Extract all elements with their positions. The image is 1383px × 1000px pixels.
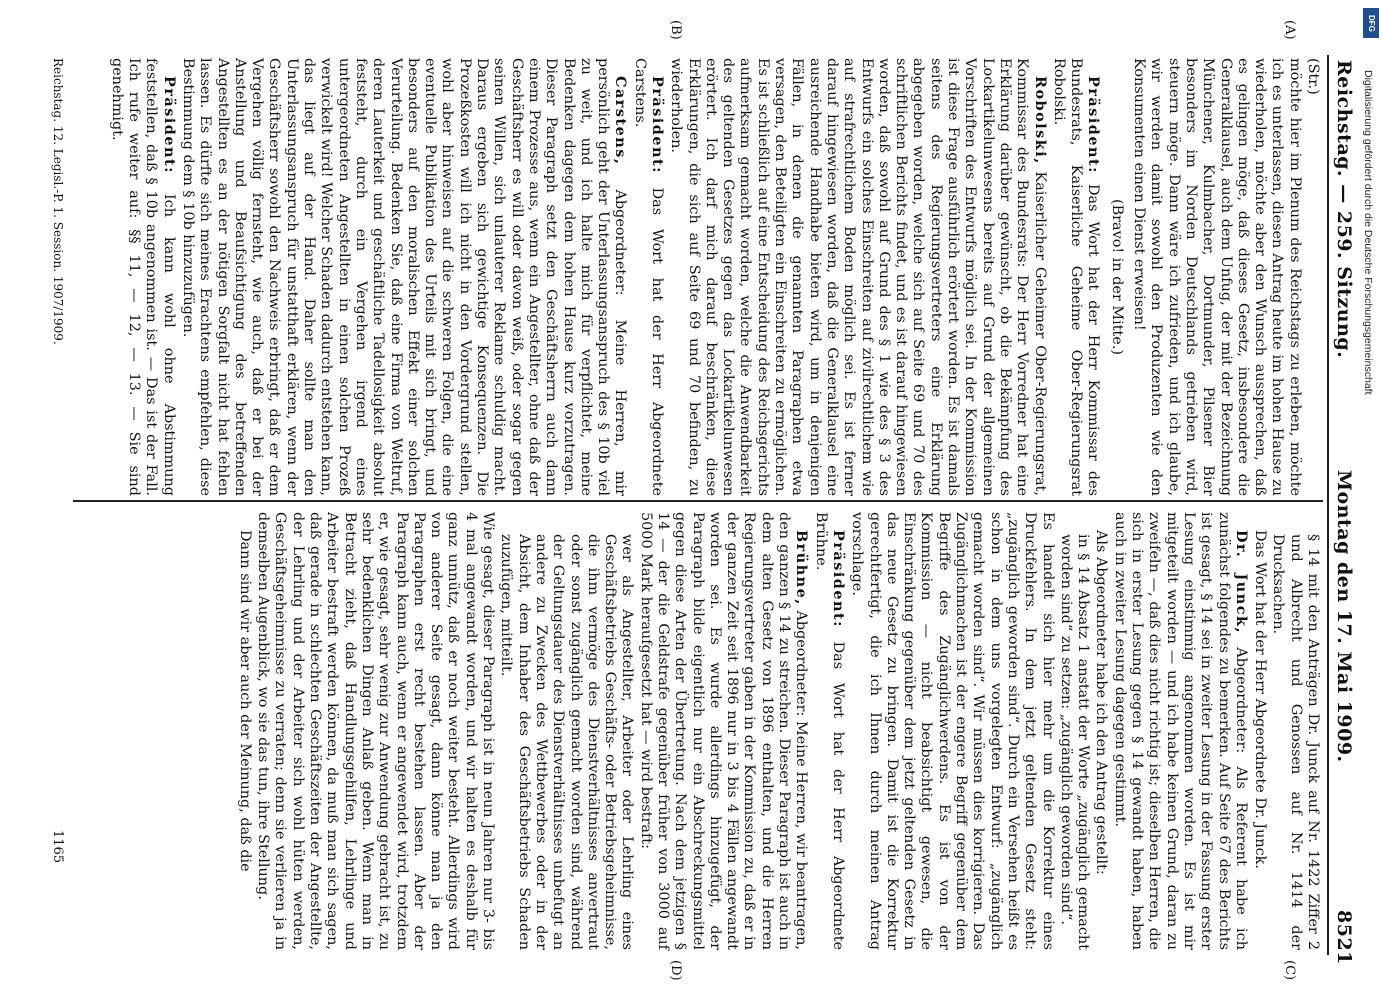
paragraph [179,58,630,496]
paragraph [848,512,1056,950]
header-page-number: 8521 [1333,910,1355,965]
right-column [235,512,1321,950]
paragraph [811,512,847,950]
speaker-name: Robolski, [1031,76,1049,165]
paragraph-text: Kaiserlicher Geheimer Ober-Regierungsrat, Kommissar des Bundesrats: Der Herr Vorredner hat eine Erklärung darüber gewünscht, ob die Bekämpfung des Lockartikelunwesens bereits auf Grund der allgemeinen Vorschriften des Entwurfs möglich sei. In der Kommission ist diese Frage ausführlich erörtert worden. Es ist damals seitens des Regierungsvertreters eine Erklärung abgegeben worden, welche sich auf Seite 69 und 70 des schriftlichen Berichts findet, und es ist darauf hingewiesen worden, daß sowohl auf Grund des § 1 wie des § 3 des Entwurfs ein solches Einschreiten auf zivilrechtlichem wie auf strafrechtlichem Boden möglich sei. Es ist ferner darauf hingewiesen worden, daß die Generalklausel eine ausreichende Handhabe bieten wird, um in denjenigen Fällen, in denen die genannten Paragraphen etwa versagen, den Beteiligten ein Einschreiten zu ermöglichen. Es ist schließlich auf eine Entscheidung des Reichsgerichts aufmerksam gemacht worden, welche die Anwendbarkeit des geltenden Gesetzes gegen das Lockartikelunwesen erörtert. Ich darf mich darauf beschränken, diese Erklärungen, die sich auf Seite 69 und 70 befinden, zu wiederholen. [668,58,1048,496]
speaker-name: Präsident: [829,530,847,628]
speaker-name: Präsident: [649,76,667,174]
paragraph-text: Dann sind wir aber auch der Meinung, daß die [236,530,253,872]
paragraph-text: Das Wort hat der Herr Abgeordnete Dr. Junck. [1252,530,1269,869]
paragraph-text: (Bravo! in der Mitte.) [1108,198,1125,356]
paragraph-text: Abgeordneter: Meine Herren, wir beantragen, den ganzen § 14 zu streichen. Dieser Paragraph ist auch in dem alten Gesetz von 1896 enthalten, und die Herren Regierungsvertreter gaben in der Kommission zu, daß er in der ganzen Zeit seit 1896 nur in 3 bis 4 Fällen angewandt worden sei. Es wurde allerdings hinzugefügt, der Paragraph bilde eigentlich nur ein Abschreckungsmittel gegen diese Arten der Übertretung. Nach dem jetzigen § 14 — der die Geldstrafe gegenüber früher von 3000 auf 5000 Mark heraufgesetzt hat — wird bestraft: [637,512,810,950]
paragraph-text: möchte hier im Plenum des Reichstags zu erleben, möchte ich es unterlassen, diesen Antrag heute im hohen Hause zu wiederholen, möchte aber den Wunsch aussprechen, daß es gelingen möge, daß dieses Gesetz, insbesondere die Generalklausel, auch dem Unfug, der mit der Bezeichnung Münchener, Kulmbacher, Dortmunder, Pilsener Bier besonders im Norden Deutschlands getrieben wird, steuern möge. Dann wäre ich zufrieden, und ich glaube, wir werden damit sowohl den Produzenten wie den Konsumenten einen Dienst erweisen! [1131,58,1303,496]
footer-page-number: 1165 [50,830,65,864]
paragraph-text: Das Wort hat der Herr Abgeordnete Brühne. [812,512,846,950]
speaker-name: Carstens, [612,76,630,166]
paragraph [667,58,1049,496]
paragraph-text: Als Abgeordneter habe ich den Antrag gestellt: [1093,530,1110,875]
footer-legislature: Reichstag. 12. Legisl.-P. 1. Session. 1907/1909. [51,58,65,345]
paragraph [236,512,253,950]
paragraph-text: Abgeordneter: Als Referent habe ich zunächst folgendes zu bemerken. Auf Seite 67 des Berichts ist gesagt, § 14 sei in zweiter Lesung in der Fassung erster Lesung einstimmig angenommen worden. Es ist mir mitgeteilt worden — und ich habe keinen Grund, daran zu zweifeln —, daß dies nicht richtig ist; dieselben Herren, die sich in erster Lesung gegen § 14 gewandt haben, haben auch in zweiter Lesung dagegen gestimmt. [1111,512,1249,950]
paragraph [630,58,666,496]
paragraph [108,58,178,496]
paragraph [1110,512,1249,950]
paragraph-text: wer als Angestellter, Arbeiter oder Lehrling eines Geschäftsbetriebs Geschäfts- oder Betriebsgeheimnisse, die ihm vermöge des Dienstverhältnisses anvertraut oder sonst zugänglich gemacht worden sind, während der Geltungsdauer des Dienstverhältnisses unbefugt an andere zu Zwecken des Wettbewerbes oder in der Absicht, dem Inhaber des Geschäftsbetriebs Schaden zuzufügen, mitteilt. [498,534,636,950]
paragraph-text: Es handelt sich hier mehr um die Korrektur eines Druckfehlers. In dem jetzt geltenden Gesetz steht: „zugänglich geworden sind“. Durch ein Versehen heißt es schon in dem uns vorgelegten Entwurf: „zugänglich gemacht worden sind“. Wir müssen dies korrigieren. Das Zugänglichmachen ist der engere Begriff gegenüber dem Begriffe des Zugänglichwerdens. Es ist von der Kommission — nicht beabsichtigt gewesen, die Einschränkung gegenüber dem jetzt geltenden Gesetz in das neue Gesetz zu bringen. Damit ist die Korrektur gerechtfertigt, die ich Ihnen durch meinen Antrag vorschlage. [849,512,1056,950]
paragraph-text: Wie gesagt, dieser Paragraph ist in neun Jahren nur 3- bis 4 mal angewandt worden, und wir halten es deshalb für ganz unnütz, daß er noch weiter besteht. Allerdings wird von anderer Seite gesagt, dann könne man ja den Paragraphen erst recht bestehen lassen. Aber der Paragraph kann auch, wenn er angewendet wird, trotzdem er, wie gesagt, sehr wenig zur Anwendung gebracht ist, zu sehr bedenklichen Dingen Anlaß geben. Wenn man in Betracht zieht, daß Handlungsgehilfen, Lehrlinge und Arbeiter bestraft werden können, da muß man sich sagen, daß gerade in schlechten Geschäftszeiten der Angestellte, der Lehrling und der Arbeiter sich wohl hüten werden, Geschäftsgeheimnisse zu verraten; denn sie verlieren ja in demselben Augenblick, wo sie das tun, ihre Stellung. [255,512,497,950]
paragraph [636,512,810,950]
column-divider [73,500,1323,502]
paragraph [1304,58,1321,496]
margin-mark-d: (D) [668,960,683,981]
paragraph-text: in § 14 Absatz 1 anstatt der Worte „zugänglich gemacht worden sind“ zu setzen: „zugänglich geworden sind“. [1057,534,1092,950]
header-session: Reichstag. — 259. Sitzung. [1333,60,1355,359]
header-rule [1327,55,1329,955]
margin-mark-c: (C) [1282,960,1297,981]
paragraph [1251,512,1268,950]
paragraph [1269,534,1321,950]
margin-mark-a: (A) [1282,20,1297,40]
speaker-name: Dr. Junck, [1232,530,1250,634]
digitization-note-text: Digitalisierung gefördert durch die Deutsche Forschungsgemeinschaft [1362,70,1374,395]
paragraph [1057,534,1092,950]
left-column [107,58,1321,496]
paragraph-text: Das Wort hat der Herr Abgeordnete Carstens. [631,58,666,496]
paragraph [497,534,635,950]
paragraph-text: § 14 mit den Anträgen Dr. Junck auf Nr. 1422 Ziffer 2 und Albrecht und Genossen auf Nr. 1414 der Drucksachen. [1270,534,1321,950]
digitization-note [1360,0,1380,1000]
margin-mark-b: (B) [668,20,683,40]
paragraph-text: Das Wort hat der Herr Kommissar des Bundesrats, Kaiserliche Geheime Ober-Regierungsrat Robolski. [1050,58,1102,496]
paragraph [1050,58,1103,496]
header-date: Montag den 17. Mai 1909. [1333,470,1355,763]
speaker-name: Präsident: [160,76,178,174]
paragraph-text: Ich kann wohl ohne Abstimmung feststellen, daß § 10b angenommen ist. — Das ist der Fall. Ich rufe weiter auf: §§ 11, — 12, — 13. — Sie sind genehmigt. [108,58,177,496]
paragraph [254,512,496,950]
paragraph [1107,58,1124,496]
paragraph [1130,58,1303,496]
paragraph [1092,512,1109,950]
speaker-name: Präsident: [1085,76,1103,174]
paragraph-text: Abgeordneter: Meine Herren, mir persönlich geht der Unterlassungsanspruch des § 10b viel zu weit, und ich halte mich für verpflichtet, meine Bedenken dagegen dem hohen Hause kurz vorzutragen. Dieser Paragraph setzt den Geschäftsherrn auch dann einem Prozesse aus, wenn ein Angestellter, ohne daß der Geschäftsherr es will oder davon weiß, oder sogar gegen seinen Willen, sich unlauterer Reklame schuldig macht. Daraus ergeben sich gewichtige Konsequenzen. Die Prozeßkosten will ich nicht in den Vordergrund stellen, wohl aber hinweisen auf die schweren Folgen, die eine eventuelle Publikation des Urteils mit sich bringt, und besonders auf den moralischen Effekt einer solchen Verurteilung. Bedenken Sie, daß eine Firma von Weltruf, deren Lauterkeit und geschäftliche Tadellosigkeit absolut feststeht, durch ein Vergehen irgend eines untergeordneten Angestellten in einen solchen Prozeß verwickelt wird! Welcher Schaden dadurch entstehen kann, das liegt auf der Hand. Daher sollte man den Unterlassungsanspruch für unstatthaft erklären, wenn der Geschäftsherr sowohl den Nachweis erbringt, daß er dem Vergehen völlig fernsteht, wie auch, daß er bei der Anstellung und Beaufsichtigung des betreffenden Angestellten es an der nötigen Sorgfalt nicht hat fehlen lassen. Es dürfte sich meines Erachtens empfehlen, diese Bestimmung dem § 10b hinzuzufügen. [180,58,629,496]
speaker-name: Brühne, [793,530,811,606]
dfg-logo: DFG [1363,8,1379,38]
paragraph-text: (Str.) [1305,58,1321,95]
